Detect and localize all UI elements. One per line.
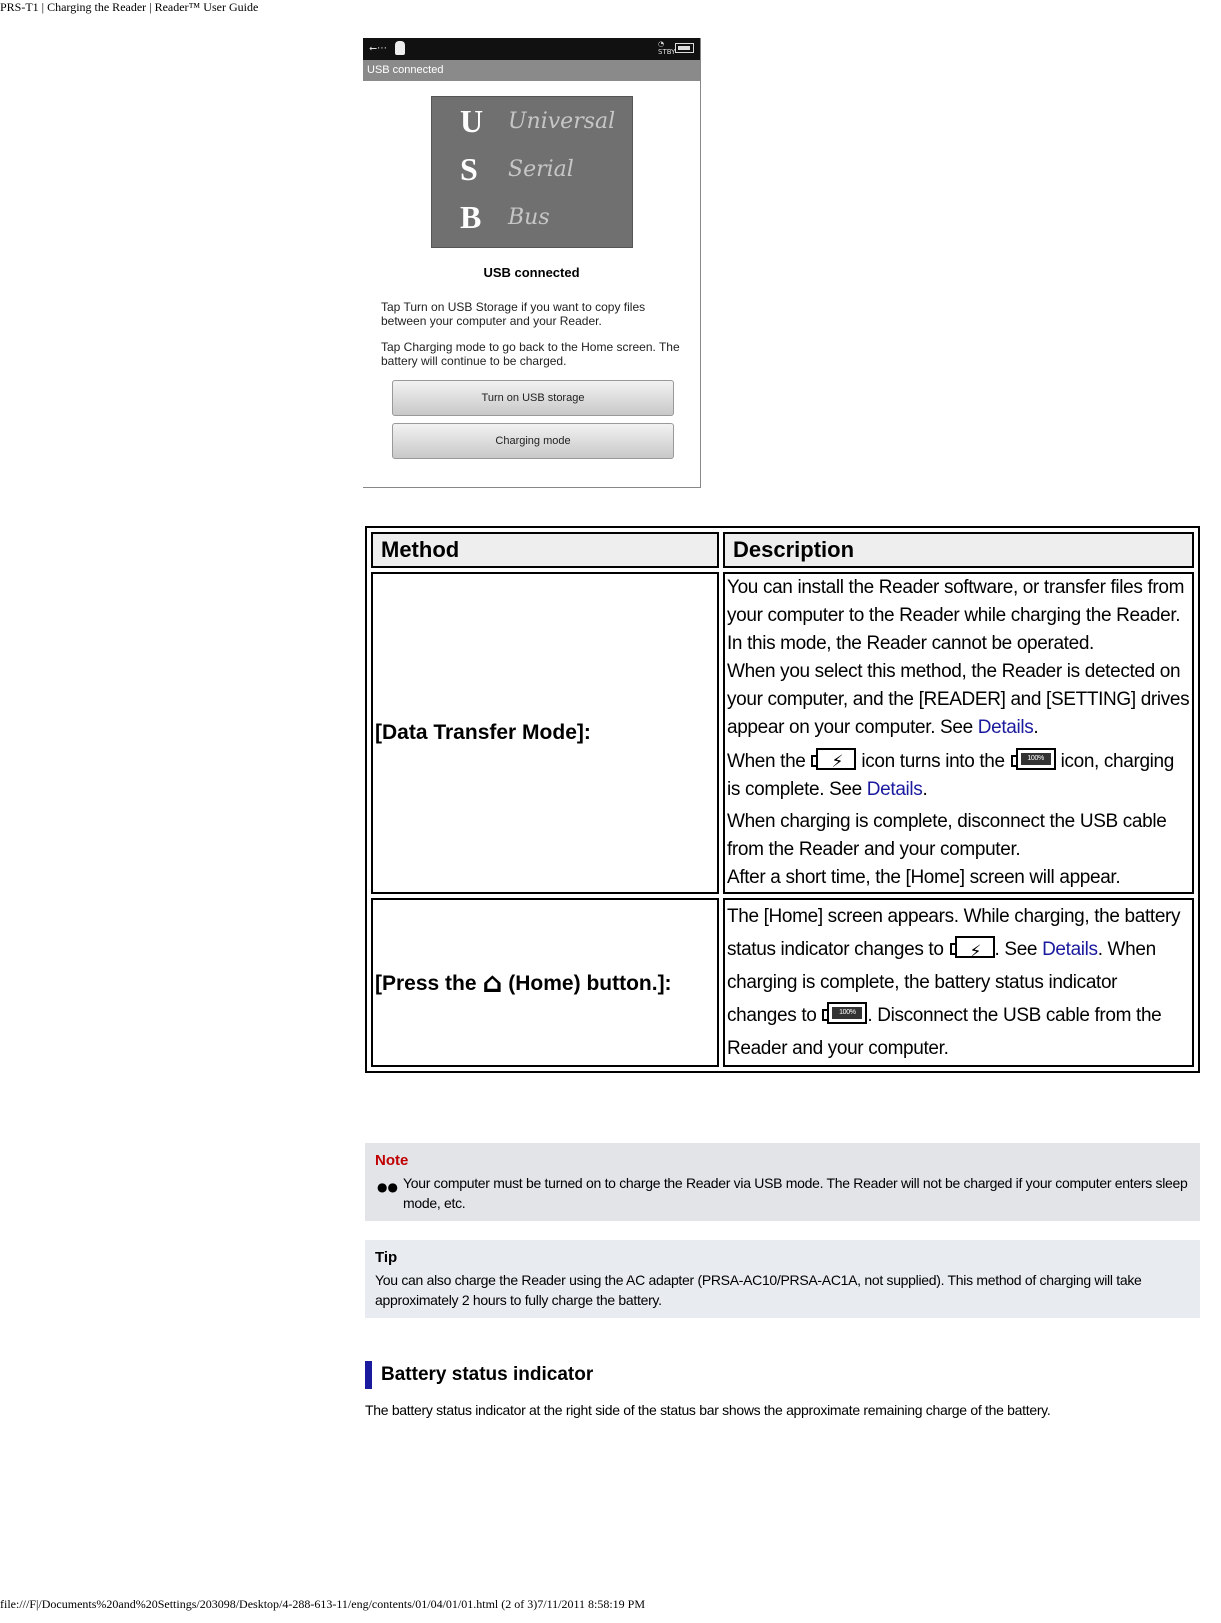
description-text: . When charging is complete, the battery status indicator changes to: [727, 939, 1156, 1026]
column-header-method: Method: [371, 532, 719, 568]
usb-logo-row: [432, 99, 632, 143]
tip-box: [365, 1240, 1200, 1318]
tip-text: You can also charge the Reader using the AC adapter (PRSA-AC10/PRSA-AC1A, not supplied). This method of charging will take approximately 2 hours to fully charge the battery.: [375, 1272, 1142, 1308]
description-paragraph: [727, 748, 1190, 804]
logo-word: Universal: [508, 109, 616, 134]
section-text: The battery status indicator at the right side of the status bar shows the approximate remaining charge of the battery.: [365, 1402, 1051, 1418]
details-link[interactable]: Details: [866, 779, 923, 800]
method-cell: [Data Transfer Mode]:: [371, 572, 719, 894]
logo-word: Bus: [508, 205, 550, 230]
debug-icon: [395, 41, 405, 55]
page-header: PRS-T1 | Charging the Reader | Reader™ User Guide: [0, 0, 259, 14]
device-heading: USB connected: [483, 265, 580, 280]
turn-on-usb-storage-button[interactable]: Turn on USB storage: [392, 380, 674, 416]
description-text: When you select this method, the Reader is detected on your computer, and the [READER] and [SETTING] drives appear on your computer. See: [727, 661, 1190, 738]
charging-methods-table: [365, 526, 1200, 1073]
details-link[interactable]: Details: [1042, 939, 1098, 960]
usb-logo: [431, 96, 633, 248]
column-header-description: Description: [723, 532, 1194, 568]
description-text: When the: [727, 751, 811, 772]
table-row: [371, 572, 1194, 894]
table-row: [371, 898, 1194, 1067]
description-text: . Disconnect the USB cable from the Reader and your computer.: [727, 1005, 1162, 1059]
device-status-bar: [363, 38, 700, 60]
usb-logo-row: [432, 195, 632, 239]
battery-charging-icon: ⚡: [816, 748, 856, 770]
description-text: icon, charging is complete. See: [727, 751, 1174, 800]
section-title: Battery status indicator: [365, 1361, 593, 1389]
method-text: [Press the: [375, 972, 483, 995]
bullet-icon: ●●: [377, 1180, 398, 1194]
battery-full-icon: 100%: [827, 1002, 867, 1024]
logo-letter: S: [460, 151, 478, 187]
description-cell: [723, 898, 1194, 1067]
description-text: . See: [994, 939, 1043, 960]
device-instruction-2: Tap Charging mode to go back to the Home screen. The battery will continue to be charged.: [381, 340, 680, 368]
usb-icon: ⭠⋯: [369, 43, 387, 54]
logo-letter: B: [460, 199, 482, 235]
battery-icon: [675, 43, 694, 53]
standby-icon: ◔ STBY: [658, 40, 676, 56]
standby-label: STBY: [658, 48, 676, 56]
method-text: (Home) button.]:: [502, 972, 672, 995]
tip-title: Tip: [375, 1249, 398, 1266]
device-title-bar: USB connected: [363, 60, 700, 81]
description-paragraph: When charging is complete, disconnect the USB cable from the Reader and your computer.: [727, 811, 1167, 860]
description-paragraph: You can install the Reader software, or transfer files from your computer to the Reader while charging the Reader. In this mode, the Reader cannot be operated.: [727, 577, 1185, 654]
description-text: .: [922, 779, 928, 800]
table-header-row: [371, 532, 1194, 568]
description-text: The [Home] screen appears. While charging, the battery status indicator changes to: [727, 906, 1181, 960]
device-instruction-1: Tap Turn on USB Storage if you want to copy files between your computer and your Reader.: [381, 300, 646, 328]
usb-logo-row: [432, 147, 632, 191]
method-cell: [371, 898, 719, 1067]
note-box: [365, 1143, 1200, 1221]
note-title: Note: [375, 1152, 409, 1169]
battery-full-icon: 100%: [1016, 748, 1056, 770]
page-footer: file:///F|/Documents%20and%20Settings/203098/Desktop/4-288-613-11/eng/contents/01/04/01/01.html (2 of 3)7/11/2011 8:58:19 PM: [0, 1597, 646, 1611]
home-icon: ⌂: [482, 966, 503, 999]
description-paragraph: After a short time, the [Home] screen will appear.: [727, 867, 1121, 888]
charging-mode-button[interactable]: Charging mode: [392, 423, 674, 459]
device-screenshot: [363, 38, 701, 488]
logo-letter: U: [460, 103, 484, 139]
logo-word: Serial: [508, 157, 574, 182]
description-text: .: [1033, 717, 1039, 738]
description-cell: [723, 572, 1194, 894]
description-paragraph: [727, 658, 1190, 742]
note-text: Your computer must be turned on to charge the Reader via USB mode. The Reader will not be charged if your computer enters sleep mode, etc.: [403, 1175, 1188, 1211]
battery-charging-icon: ⚡: [955, 936, 995, 958]
description-text: icon turns into the: [856, 751, 1010, 772]
details-link[interactable]: Details: [977, 717, 1034, 738]
